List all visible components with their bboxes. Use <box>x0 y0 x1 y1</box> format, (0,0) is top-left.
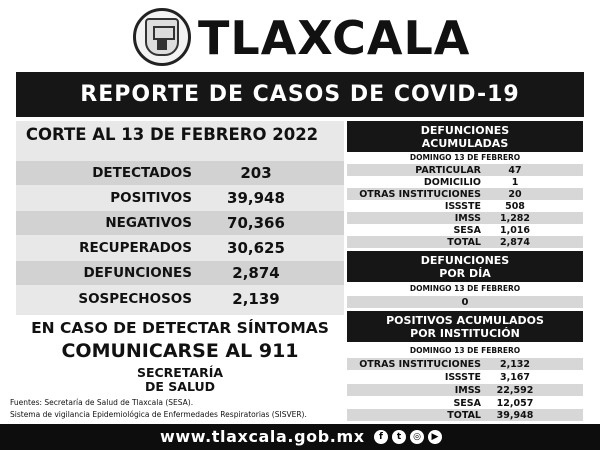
emergency-number: COMUNICARSE AL 911 <box>61 340 299 362</box>
table-row <box>347 188 583 200</box>
row-label: ISSSTE <box>444 371 481 383</box>
table-row <box>347 384 583 396</box>
facebook-icon[interactable]: f <box>374 430 388 444</box>
table-row <box>347 164 583 176</box>
row-label: OTRAS INSTITUCIONES <box>359 358 481 370</box>
stat-label: SOSPECHOSOS <box>78 291 192 307</box>
report-title-bar <box>16 72 584 117</box>
brand-title: TLAXCALA <box>198 11 471 65</box>
header <box>0 0 600 70</box>
header-line: ACUMULADAS <box>421 136 509 150</box>
report-title: REPORTE DE CASOS DE COVID-19 <box>80 82 520 107</box>
deaths-cumulative-date: DOMINGO 13 DE FEBRERO <box>409 153 521 162</box>
stat-label: DETECTADOS <box>92 165 192 181</box>
positives-institution-date: DOMINGO 13 DE FEBRERO <box>409 346 521 355</box>
row-label: SESA <box>453 224 481 236</box>
stat-row-positivos <box>16 186 344 210</box>
header-line: DEFUNCIONES <box>420 253 510 267</box>
table-row <box>347 358 583 370</box>
stat-label: NEGATIVOS <box>105 215 192 231</box>
stat-label: POSITIVOS <box>110 190 192 206</box>
row-value: 1 <box>511 176 519 188</box>
sources-line-1: Fuentes: Secretaría de Salud de Tlaxcala (SESA). <box>10 398 194 407</box>
row-value: 1,282 <box>499 212 531 224</box>
table-row <box>347 224 583 236</box>
table-row <box>347 371 583 383</box>
stat-row-negativos <box>16 211 344 235</box>
sources-line-2: Sistema de vigilancia Epidemiológica de Enfermedades Respiratorias (SISVER). <box>10 410 307 419</box>
table-row <box>347 397 583 409</box>
row-label: TOTAL <box>447 236 481 248</box>
header-line: DEFUNCIONES <box>420 123 510 137</box>
positives-institution-header <box>347 311 583 342</box>
stat-label: RECUPERADOS <box>79 240 192 256</box>
table-row-total <box>347 409 583 421</box>
stat-row-defunciones <box>16 261 344 285</box>
state-seal-logo <box>133 8 191 66</box>
stat-value: 39,948 <box>227 189 285 207</box>
table-row <box>347 176 583 188</box>
secretaria-line-2: DE SALUD <box>145 379 215 394</box>
row-value: 12,057 <box>496 397 534 409</box>
deaths-daily-value: 0 <box>461 296 469 308</box>
header-line: POR DÍA <box>439 266 491 280</box>
instagram-icon[interactable]: ◎ <box>410 430 424 444</box>
symptom-alert: EN CASO DE DETECTAR SÍNTOMAS <box>31 319 329 337</box>
table-row <box>347 212 583 224</box>
stat-value: 203 <box>240 164 272 182</box>
twitter-icon[interactable]: t <box>392 430 406 444</box>
deaths-daily-row <box>347 296 583 308</box>
cutoff-date: CORTE AL 13 DE FEBRERO 2022 <box>25 125 319 144</box>
row-value: 47 <box>508 164 522 176</box>
table-row <box>347 200 583 212</box>
row-label: ISSSTE <box>444 200 481 212</box>
stat-row-detectados <box>16 161 344 185</box>
row-value: 22,592 <box>496 384 534 396</box>
row-label: SESA <box>453 397 481 409</box>
footer-bar <box>0 424 600 450</box>
row-value: 1,016 <box>499 224 531 236</box>
deaths-daily-date: DOMINGO 13 DE FEBRERO <box>409 284 521 293</box>
stat-value: 2,874 <box>232 264 280 282</box>
row-label: IMSS <box>454 384 481 396</box>
row-value: 20 <box>508 188 522 200</box>
stat-value: 30,625 <box>227 239 285 257</box>
deaths-cumulative-header <box>347 121 583 152</box>
row-label: TOTAL <box>447 409 481 421</box>
table-row-total <box>347 236 583 248</box>
row-label: PARTICULAR <box>415 164 481 176</box>
stat-value: 70,366 <box>227 214 285 232</box>
deaths-daily-header <box>347 251 583 282</box>
row-value: 2,132 <box>499 358 531 370</box>
row-label: OTRAS INSTITUCIONES <box>359 188 481 200</box>
stat-row-sospechosos <box>16 287 344 311</box>
secretaria-logo-text <box>100 366 260 394</box>
header-line: POSITIVOS ACUMULADOS <box>386 313 544 327</box>
stat-value: 2,139 <box>232 290 280 308</box>
stat-label: DEFUNCIONES <box>83 265 192 281</box>
row-label: DOMICILIO <box>423 176 481 188</box>
stat-row-recuperados <box>16 236 344 260</box>
row-value: 39,948 <box>496 409 534 421</box>
youtube-icon[interactable]: ▶ <box>428 430 442 444</box>
row-label: IMSS <box>454 212 481 224</box>
secretaria-line-1: SECRETARÍA <box>136 365 224 380</box>
website-link[interactable]: www.tlaxcala.gob.mx <box>160 427 365 446</box>
row-value: 2,874 <box>499 236 531 248</box>
row-value: 508 <box>505 200 525 212</box>
row-value: 3,167 <box>499 371 531 383</box>
header-line: POR INSTITUCIÓN <box>410 326 520 340</box>
